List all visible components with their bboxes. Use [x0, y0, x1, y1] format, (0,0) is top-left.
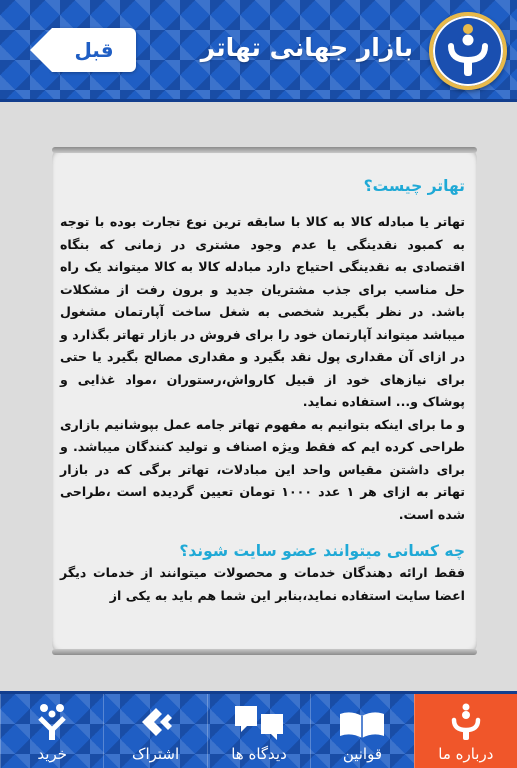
section-body-who-can-join: فقط ارائه دهندگان خدمات و محصولات میتوانند از خدمات دیگر اعضا سایت استفاده نماید،بنابر این شما هم باید به یکی از [60, 565, 465, 603]
content-card [52, 147, 477, 655]
nav-label-market: خرید [37, 745, 67, 763]
comments-icon [233, 700, 285, 744]
nav-item-rules[interactable] [310, 694, 413, 768]
nav-item-comments[interactable] [207, 694, 310, 768]
logo-icon [433, 16, 503, 86]
back-button[interactable] [52, 28, 136, 72]
about-icon [444, 700, 488, 744]
nav-item-market[interactable] [0, 694, 103, 768]
market-icon [30, 700, 74, 744]
section-body-what-is-barter-continued: و ما برای اینکه بتوانیم به مفهوم تهاتر جامه عمل بپوشانیم بازاری طراحی کرده ایم که فقط ویژه اصناف و تولید کنندگان میباشد. و برای داشتن مقیاس واحد این مبادلات، تهاتر برگی که در بازار تهاتر به ازای هر ۱ عدد ۱۰۰۰ تومان تعیین گردیده است ،طراحی شده است. [60, 416, 466, 522]
section-title-what-is-barter: تهاتر چیست؟ [363, 177, 465, 195]
content-scroll-area[interactable] [60, 175, 465, 607]
nav-item-about[interactable] [414, 694, 517, 768]
card-top-edge [52, 147, 477, 153]
app-header [0, 0, 517, 102]
nav-label-share: اشتراک [132, 745, 180, 763]
section-title-who-can-join: چه کسانی میتوانند عضو سایت شوند؟ [179, 542, 465, 560]
back-button-label: قبل [74, 38, 114, 62]
share-icon [134, 700, 178, 744]
card-bottom-edge [52, 649, 477, 655]
section-body-what-is-barter: تهاتر یا مبادله کالا به کالا با سابقه ترین نوع تجارت بوده با توجه به کمبود نقدینگی یا عدم وجود مشتری در زمانی که بنگاه اقتصادی به نقدینگی احتیاج دارد مبادله کالا به کالا میتواند یک راه حل مناسب برای جذب مشتریان جدید و برون رفت از مشکلات باشد. در نظر بگیرید شخصی به شغل ساخت آپارتمان مشغول میباشد میتواند آپارتمان خود را برای فروش در بازار تهاتر بگذارد و در ازای آن مقداری پول نقد بگیرد و مقداری مصالح بگیرد یا حتی برای نیازهای خود از قبیل کارواش،رستوران ،مواد غذایی و پوشاک و... استفاده نماید. [60, 214, 465, 409]
bottom-nav [0, 691, 517, 768]
book-icon [336, 700, 388, 744]
nav-label-rules: قوانین [342, 745, 383, 763]
nav-item-share[interactable] [103, 694, 206, 768]
app-logo [429, 12, 507, 90]
nav-label-comments: دیدگاه ها [231, 745, 287, 763]
nav-label-about: درباره ما [438, 745, 494, 763]
page-title: بازار جهانی تهاتر [200, 33, 413, 62]
